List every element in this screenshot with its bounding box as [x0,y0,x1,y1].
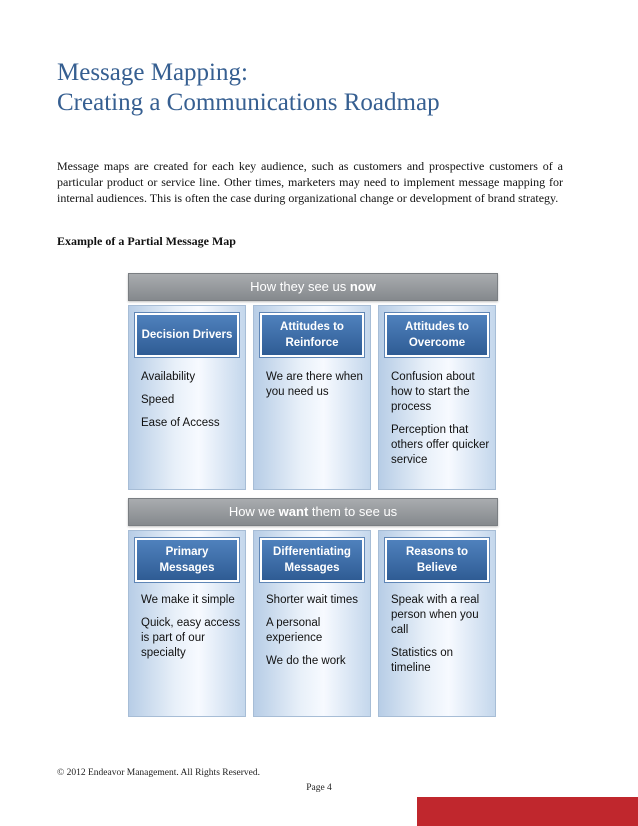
list-item: We do the work [266,655,346,667]
column-decision-drivers [128,305,246,490]
column-attitudes-to-reinforce [253,305,371,490]
header-line: Differentiating [273,546,351,558]
header-line: Reasons to [406,546,468,558]
diagram-subheading: Example of a Partial Message Map [57,234,236,248]
header-box [260,538,364,582]
header-line: Attitudes to [280,321,344,333]
header-box [135,538,239,582]
list-item: Confusion about how to start the process [391,371,475,413]
header-box [260,313,364,357]
list-item: We make it simple [141,594,235,606]
banner-how-we-want-them-to-see-us [128,498,498,526]
list-item: Availability [141,371,196,383]
banner-2-bold: want [278,504,309,519]
list-item: Statistics on timeline [391,647,453,674]
item-list [391,370,491,476]
banner-1-bold: now [349,279,376,294]
intro-paragraph: Message maps are created for each key audience, such as customers and prospective customers of a particular product or service line. Other times, marketers may need to implement message mapping for internal audiences. This is often the case during organizational change or development of brand strategy. [57,159,563,205]
accent-bar [417,797,638,826]
header-line: Messages [159,562,215,574]
header-line: Decision Drivers [141,329,233,341]
copyright-footer: © 2012 Endeavor Management. All Rights Reserved. [57,768,260,778]
list-item: Speed [141,394,175,406]
item-list [266,370,366,408]
list-item: Shorter wait times [266,594,359,606]
header-line: Primary [165,546,209,558]
item-list [141,370,241,439]
header-box [385,313,489,357]
item-list [391,593,491,684]
header-line: Believe [416,562,458,574]
banner-1-prefix: How they see us [250,279,350,294]
header-box [135,313,239,357]
header-line: Overcome [408,337,466,349]
item-list [141,593,241,669]
title-line-1: Message Mapping: [57,59,248,86]
header-box [385,538,489,582]
header-line: Attitudes to [405,321,469,333]
page-title [57,58,440,118]
column-attitudes-to-overcome [378,305,496,490]
list-item: A personal experience [266,617,323,644]
column-reasons-to-believe [378,530,496,717]
list-item: We are there when you need us [266,371,363,398]
page-number: Page 4 [306,783,332,793]
list-item: Quick, easy access is part of our specialty [141,617,241,659]
banner-2-suffix: them to see us [308,504,398,519]
banner-2-prefix: How we [228,504,279,519]
column-differentiating-messages [253,530,371,717]
list-item: Ease of Access [141,417,220,429]
message-map-diagram [126,271,499,720]
title-line-2: Creating a Communications Roadmap [57,89,440,116]
list-item: Speak with a real person when you call [391,594,480,636]
header-line: Reinforce [285,337,339,349]
column-primary-messages [128,530,246,717]
list-item: Perception that others offer quicker service [391,424,490,466]
header-line: Messages [284,562,340,574]
banner-how-they-see-us [128,273,498,301]
item-list [266,593,366,677]
